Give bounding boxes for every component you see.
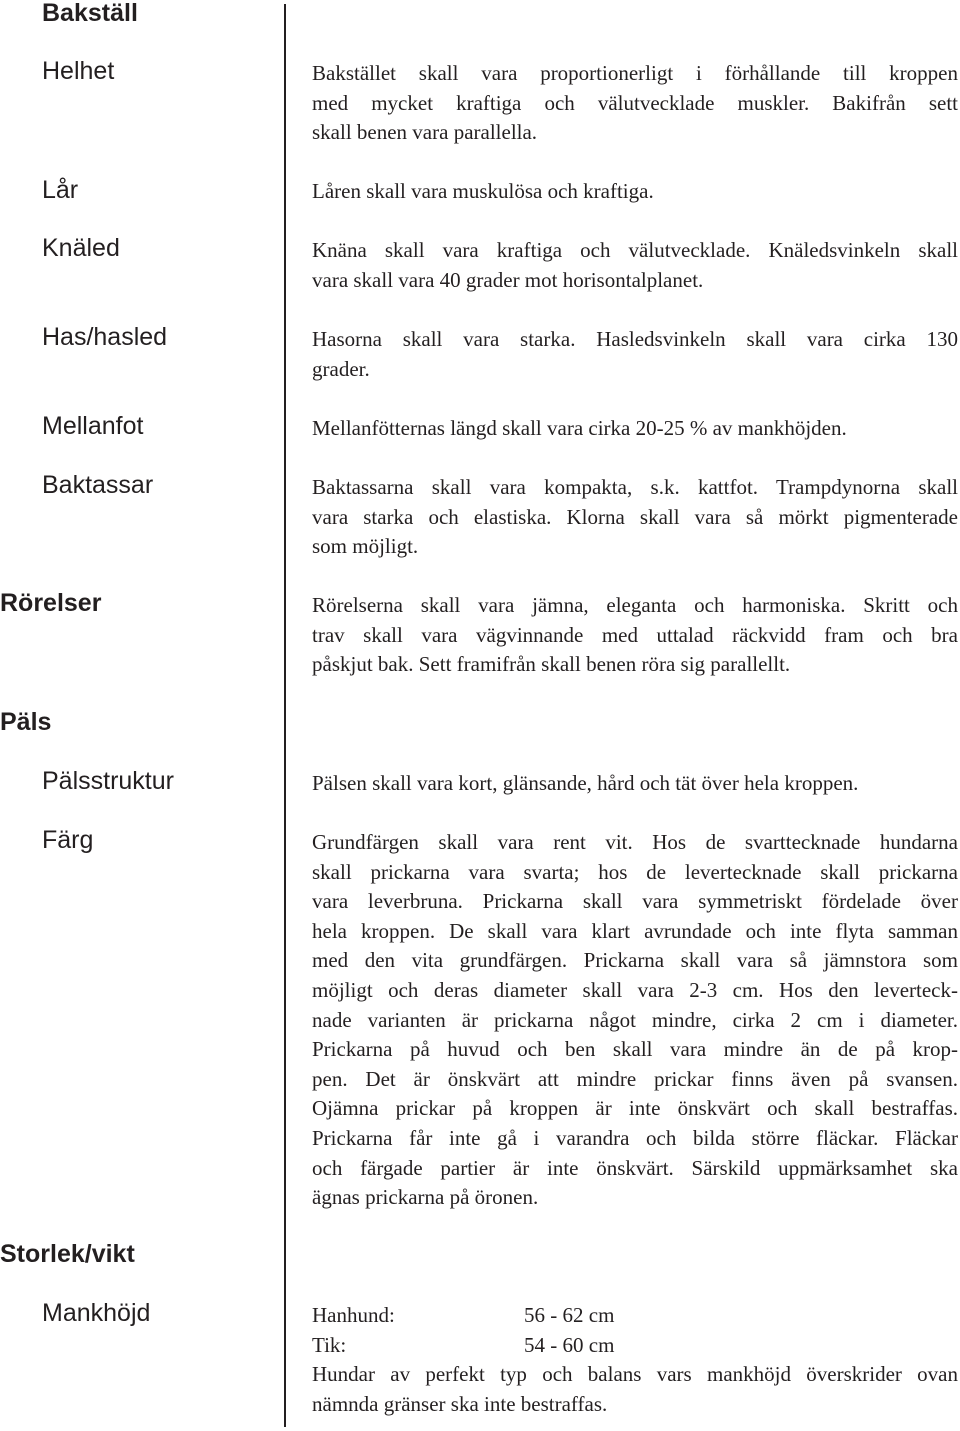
text-knaled: Knäna skall vara kraftiga och välutvecklade. Knäledsvinkeln skall vara skall vara 40 grader mot horisontalplanet. [312,238,958,292]
label-baktassar: Baktassar [42,471,154,499]
text-palsstruktur: Pälsen skall vara kort, glänsande, hård och tät över hela kroppen. [312,771,859,795]
section-heading-bakstall: Bakställ [42,0,138,27]
section-heading-storlek: Storlek/vikt [0,1240,135,1268]
section-heading-rorelser: Rörelser [0,589,102,617]
label-palsstruktur: Pälsstruktur [42,767,174,795]
text-farg: Grundfärgen skall vara rent vit. Hos de svarttecknade hundarna skall prickarna vara svarta; hos de levertecknade skall prickarna vara leverbruna. Prickarna skall vara symmetriskt fördelade över hela kroppen. De skall vara klart avrundade och inte flyta samman med den vita grundfärgen. Prickarna skall vara så jämnstora som möjligt och deras diameter skall vara 2-3 cm. Hos den leverteck- nade varianten är prickarna något mindre, cirka 2 cm i diameter. Prickarna på huvud och ben skall vara mindre än de på krop- pen. Det är önskvärt att mindre prickar finns även på svansen. Ojämna prickar på kroppen är inte önskvärt och skall bestraffas. Prickarna får inte gå i varandra och bilda större fläckar. Fläckar och färgade partier är inte önskvärt. Särskild uppmärksamhet ska ägnas prickarna på öronen. [312,830,958,1210]
label-knaled: Knäled [42,234,120,262]
label-lar: Lår [42,176,79,204]
section-heading-pals: Päls [0,708,52,736]
size-hanhund-value: 56 - 62 cm [524,1303,615,1327]
size-tik-label: Tik: [312,1333,347,1357]
text-rorelser: Rörelserna skall vara jämna, eleganta och harmoniska. Skritt och trav skall vara vägvinnande med uttalad räckvidd fram och bra påskjut bak. Sett framifrån skall benen röra sig parallellt. [312,593,958,677]
text-has: Hasorna skall vara starka. Hasledsvinkeln skall vara cirka 130 grader. [312,327,958,381]
size-hanhund-label: Hanhund: [312,1303,395,1327]
label-farg: Färg [42,826,94,854]
text-lar: Låren skall vara muskulösa och kraftiga. [312,179,654,203]
size-tik-value: 54 - 60 cm [524,1333,615,1357]
label-mellanfot: Mellanfot [42,412,144,440]
text-baktassar: Baktassarna skall vara kompakta, s.k. kattfot. Trampdynorna skall vara starka och elastiska. Klorna skall vara så mörkt pigmenterade som möjligt. [312,475,958,559]
label-has: Has/hasled [42,323,168,351]
text-mankhojd-note: Hundar av perfekt typ och balans vars mankhöjd överskrider ovan nämnda gränser ska inte bestraffas. [312,1362,958,1416]
label-helhet: Helhet [42,57,115,85]
label-mankhojd: Mankhöjd [42,1299,151,1327]
text-mellanfot: Mellanfötternas längd skall vara cirka 20-25 % av mankhöjden. [312,416,847,440]
column-divider [284,4,286,1427]
text-helhet: Bakstället skall vara proportionerligt i förhållande till kroppen med mycket kraftiga och välutvecklade muskler. Bakifrån sett skall benen vara parallella. [312,61,958,145]
